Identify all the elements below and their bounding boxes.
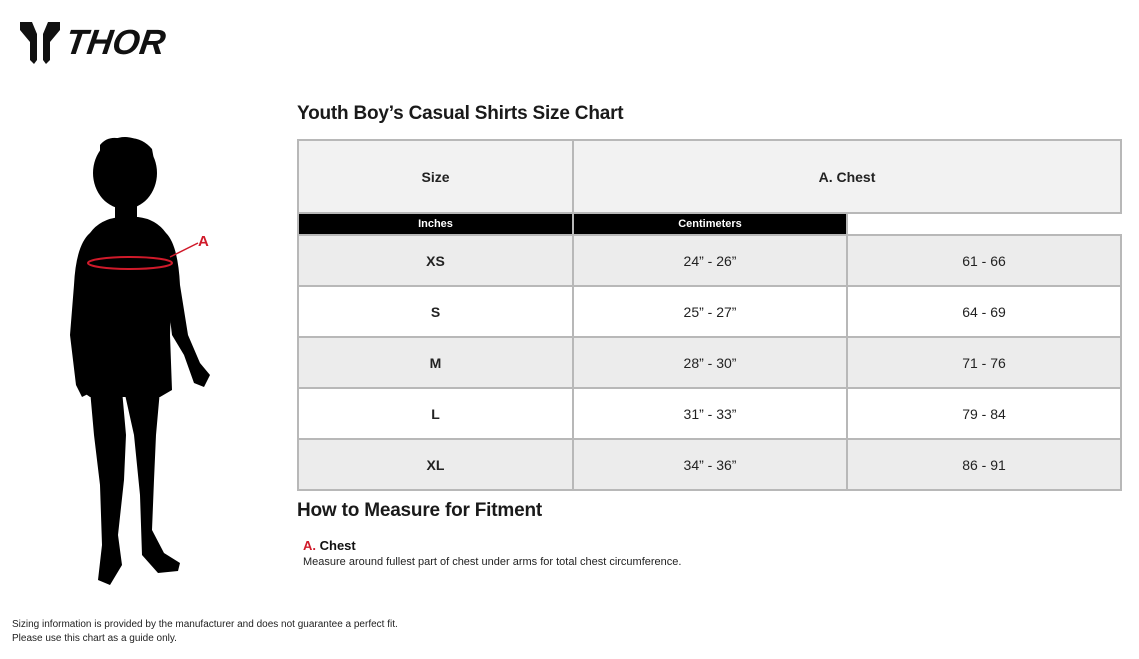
table-header-row bbox=[298, 140, 1121, 213]
brand-name: THOR bbox=[63, 22, 168, 62]
chest-marker-letter: A bbox=[198, 233, 209, 250]
chest-column-header: A. Chest bbox=[573, 140, 1121, 213]
chart-title: Youth Boy’s Casual Shirts Size Chart bbox=[297, 103, 624, 124]
centimeters-header: Centimeters bbox=[573, 213, 847, 235]
size-cell: XS bbox=[298, 235, 573, 286]
size-column-header: Size bbox=[298, 140, 573, 213]
inches-cell: 28” - 30” bbox=[573, 337, 847, 388]
table-row bbox=[298, 439, 1121, 490]
inches-cell: 24” - 26” bbox=[573, 235, 847, 286]
cm-cell: 64 - 69 bbox=[847, 286, 1121, 337]
child-silhouette-figure bbox=[60, 135, 220, 590]
measure-item-label bbox=[303, 538, 356, 553]
inches-cell: 31” - 33” bbox=[573, 388, 847, 439]
inches-cell: 34” - 36” bbox=[573, 439, 847, 490]
table-row bbox=[298, 235, 1121, 286]
child-silhouette-icon bbox=[60, 135, 220, 590]
size-cell: M bbox=[298, 337, 573, 388]
size-cell: L bbox=[298, 388, 573, 439]
measure-item-name: Chest bbox=[319, 538, 356, 553]
cm-cell: 61 - 66 bbox=[847, 235, 1121, 286]
size-cell: XL bbox=[298, 439, 573, 490]
brand-logo bbox=[20, 20, 168, 64]
measure-item-description: Measure around fullest part of chest under arms for total chest circumference. bbox=[303, 556, 682, 568]
thor-hammer-icon bbox=[20, 20, 60, 64]
inches-header: Inches bbox=[298, 213, 573, 235]
inches-cell: 25” - 27” bbox=[573, 286, 847, 337]
measure-item-letter: A. bbox=[303, 538, 316, 553]
size-chart-table bbox=[297, 139, 1122, 491]
unit-header-row bbox=[298, 213, 1121, 235]
table-row bbox=[298, 337, 1121, 388]
table-row bbox=[298, 286, 1121, 337]
cm-cell: 71 - 76 bbox=[847, 337, 1121, 388]
disclaimer bbox=[12, 618, 398, 646]
cm-cell: 79 - 84 bbox=[847, 388, 1121, 439]
table-row bbox=[298, 388, 1121, 439]
disclaimer-line-1: Sizing information is provided by the manufacturer and does not guarantee a perfect fit. bbox=[12, 619, 398, 630]
size-cell: S bbox=[298, 286, 573, 337]
cm-cell: 86 - 91 bbox=[847, 439, 1121, 490]
disclaimer-line-2: Please use this chart as a guide only. bbox=[12, 633, 177, 644]
measure-section-title: How to Measure for Fitment bbox=[297, 500, 542, 521]
